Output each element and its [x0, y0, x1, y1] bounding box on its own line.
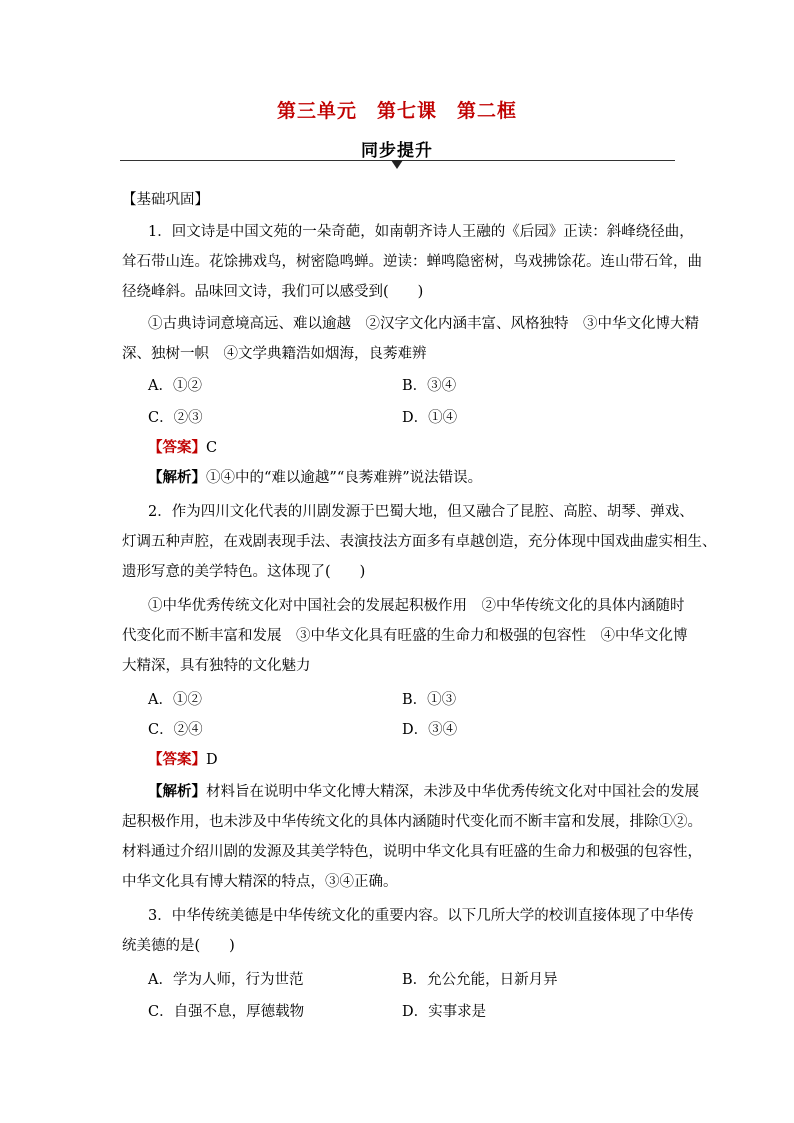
q1-option-c: C．②③ — [148, 410, 203, 426]
q2-statement-line-3: 大精深，具有独特的文化魅力 — [122, 658, 311, 674]
q1-option-b: B．③④ — [402, 378, 457, 394]
q2-analysis-line-3: 材料通过介绍川剧的发源及其美学特色，说明中华文化具有旺盛的生命力和极强的包容性， — [122, 844, 702, 860]
q3-option-c: C．自强不息，厚德载物 — [148, 1004, 305, 1020]
lesson-title: 第三单元 第七课 第二框 — [276, 100, 517, 122]
q2-analysis-line-4: 中华文化具有博大精深的特点，③④正确。 — [122, 874, 398, 890]
q2-statement-line-2: 代变化而不断丰富和发展 ③中华文化具有旺盛的生命力和极强的包容性 ④中华文化博 — [122, 628, 688, 644]
q3-option-d: D．实事求是 — [402, 1004, 487, 1020]
section-heading: 【基础巩固】 — [122, 192, 209, 208]
q1-stem-line-1: 1．回文诗是中国文苑的一朵奇葩，如南朝齐诗人王融的《后园》正读：斜峰绕径曲， — [148, 224, 694, 240]
q2-answer — [148, 750, 708, 770]
lesson-subtitle: 同步提升 — [361, 141, 433, 161]
q2-answer-value: D — [206, 752, 218, 768]
q1-answer — [148, 438, 708, 458]
q2-option-a: A．①② — [148, 692, 202, 708]
q2-analysis-text-1: 材料旨在说明中华文化博大精深，未涉及中华优秀传统文化对中国社会的发展 — [206, 784, 699, 800]
q2-answer-label: 【答案】 — [148, 751, 206, 768]
q2-option-c: C．②④ — [148, 722, 203, 738]
down-triangle-icon — [391, 160, 403, 169]
q1-statement-line-2: 深、独树一帜 ④文学典籍浩如烟海，良莠难辨 — [122, 346, 427, 362]
q3-option-a: A．学为人师，行为世范 — [148, 972, 304, 988]
q1-statement-line-1: ①古典诗词意境高远、难以逾越 ②汉字文化内涵丰富、风格独特 ③中华文化博大精 — [148, 316, 699, 332]
q3-stem-line-2: 统美德的是( ) — [122, 938, 235, 954]
q2-option-b: B．①③ — [402, 692, 457, 708]
q2-option-d: D．③④ — [402, 722, 458, 738]
q3-stem-line-1: 3．中华传统美德是中华传统文化的重要内容。以下几所大学的校训直接体现了中华传 — [148, 908, 694, 924]
q2-stem-line-3: 遗形写意的美学特色。这体现了( ) — [122, 564, 366, 580]
q1-stem-line-2: 耸石带山连。花馀拂戏鸟，树密隐鸣蝉。逆读：蝉鸣隐密树，鸟戏拂馀花。连山带石耸，曲 — [122, 254, 702, 270]
q2-analysis-label: 【解析】 — [148, 783, 206, 800]
q2-stem-line-1: 2．作为四川文化代表的川剧发源于巴蜀大地，但又融合了昆腔、高腔、胡琴、弹戏、 — [148, 504, 694, 520]
q3-option-b: B．允公允能，日新月异 — [402, 972, 558, 988]
q2-analysis-line-1 — [148, 782, 708, 802]
q1-stem-line-3: 径绕峰斜。品味回文诗，我们可以感受到( ) — [122, 284, 424, 300]
q2-analysis-line-2: 起积极作用，也未涉及中华传统文化的具体内涵随时代变化而不断丰富和发展，排除①②。 — [122, 814, 702, 830]
q2-statement-line-1: ①中华优秀传统文化对中国社会的发展起积极作用 ②中华传统文化的具体内涵随时 — [148, 598, 685, 614]
q1-analysis-text: ①④中的“难以逾越”“良莠难辨”说法错误。 — [206, 470, 483, 486]
q1-option-d: D．①④ — [402, 410, 458, 426]
q1-analysis — [148, 468, 708, 488]
q1-option-a: A．①② — [148, 378, 202, 394]
q1-answer-value: C — [206, 440, 218, 456]
q2-stem-line-2: 灯调五种声腔，在戏剧表现手法、表演技法方面多有卓越创造，充分体现中国戏曲虚实相生、 — [122, 534, 717, 550]
q1-answer-label: 【答案】 — [148, 439, 206, 456]
q1-analysis-label: 【解析】 — [148, 469, 206, 486]
